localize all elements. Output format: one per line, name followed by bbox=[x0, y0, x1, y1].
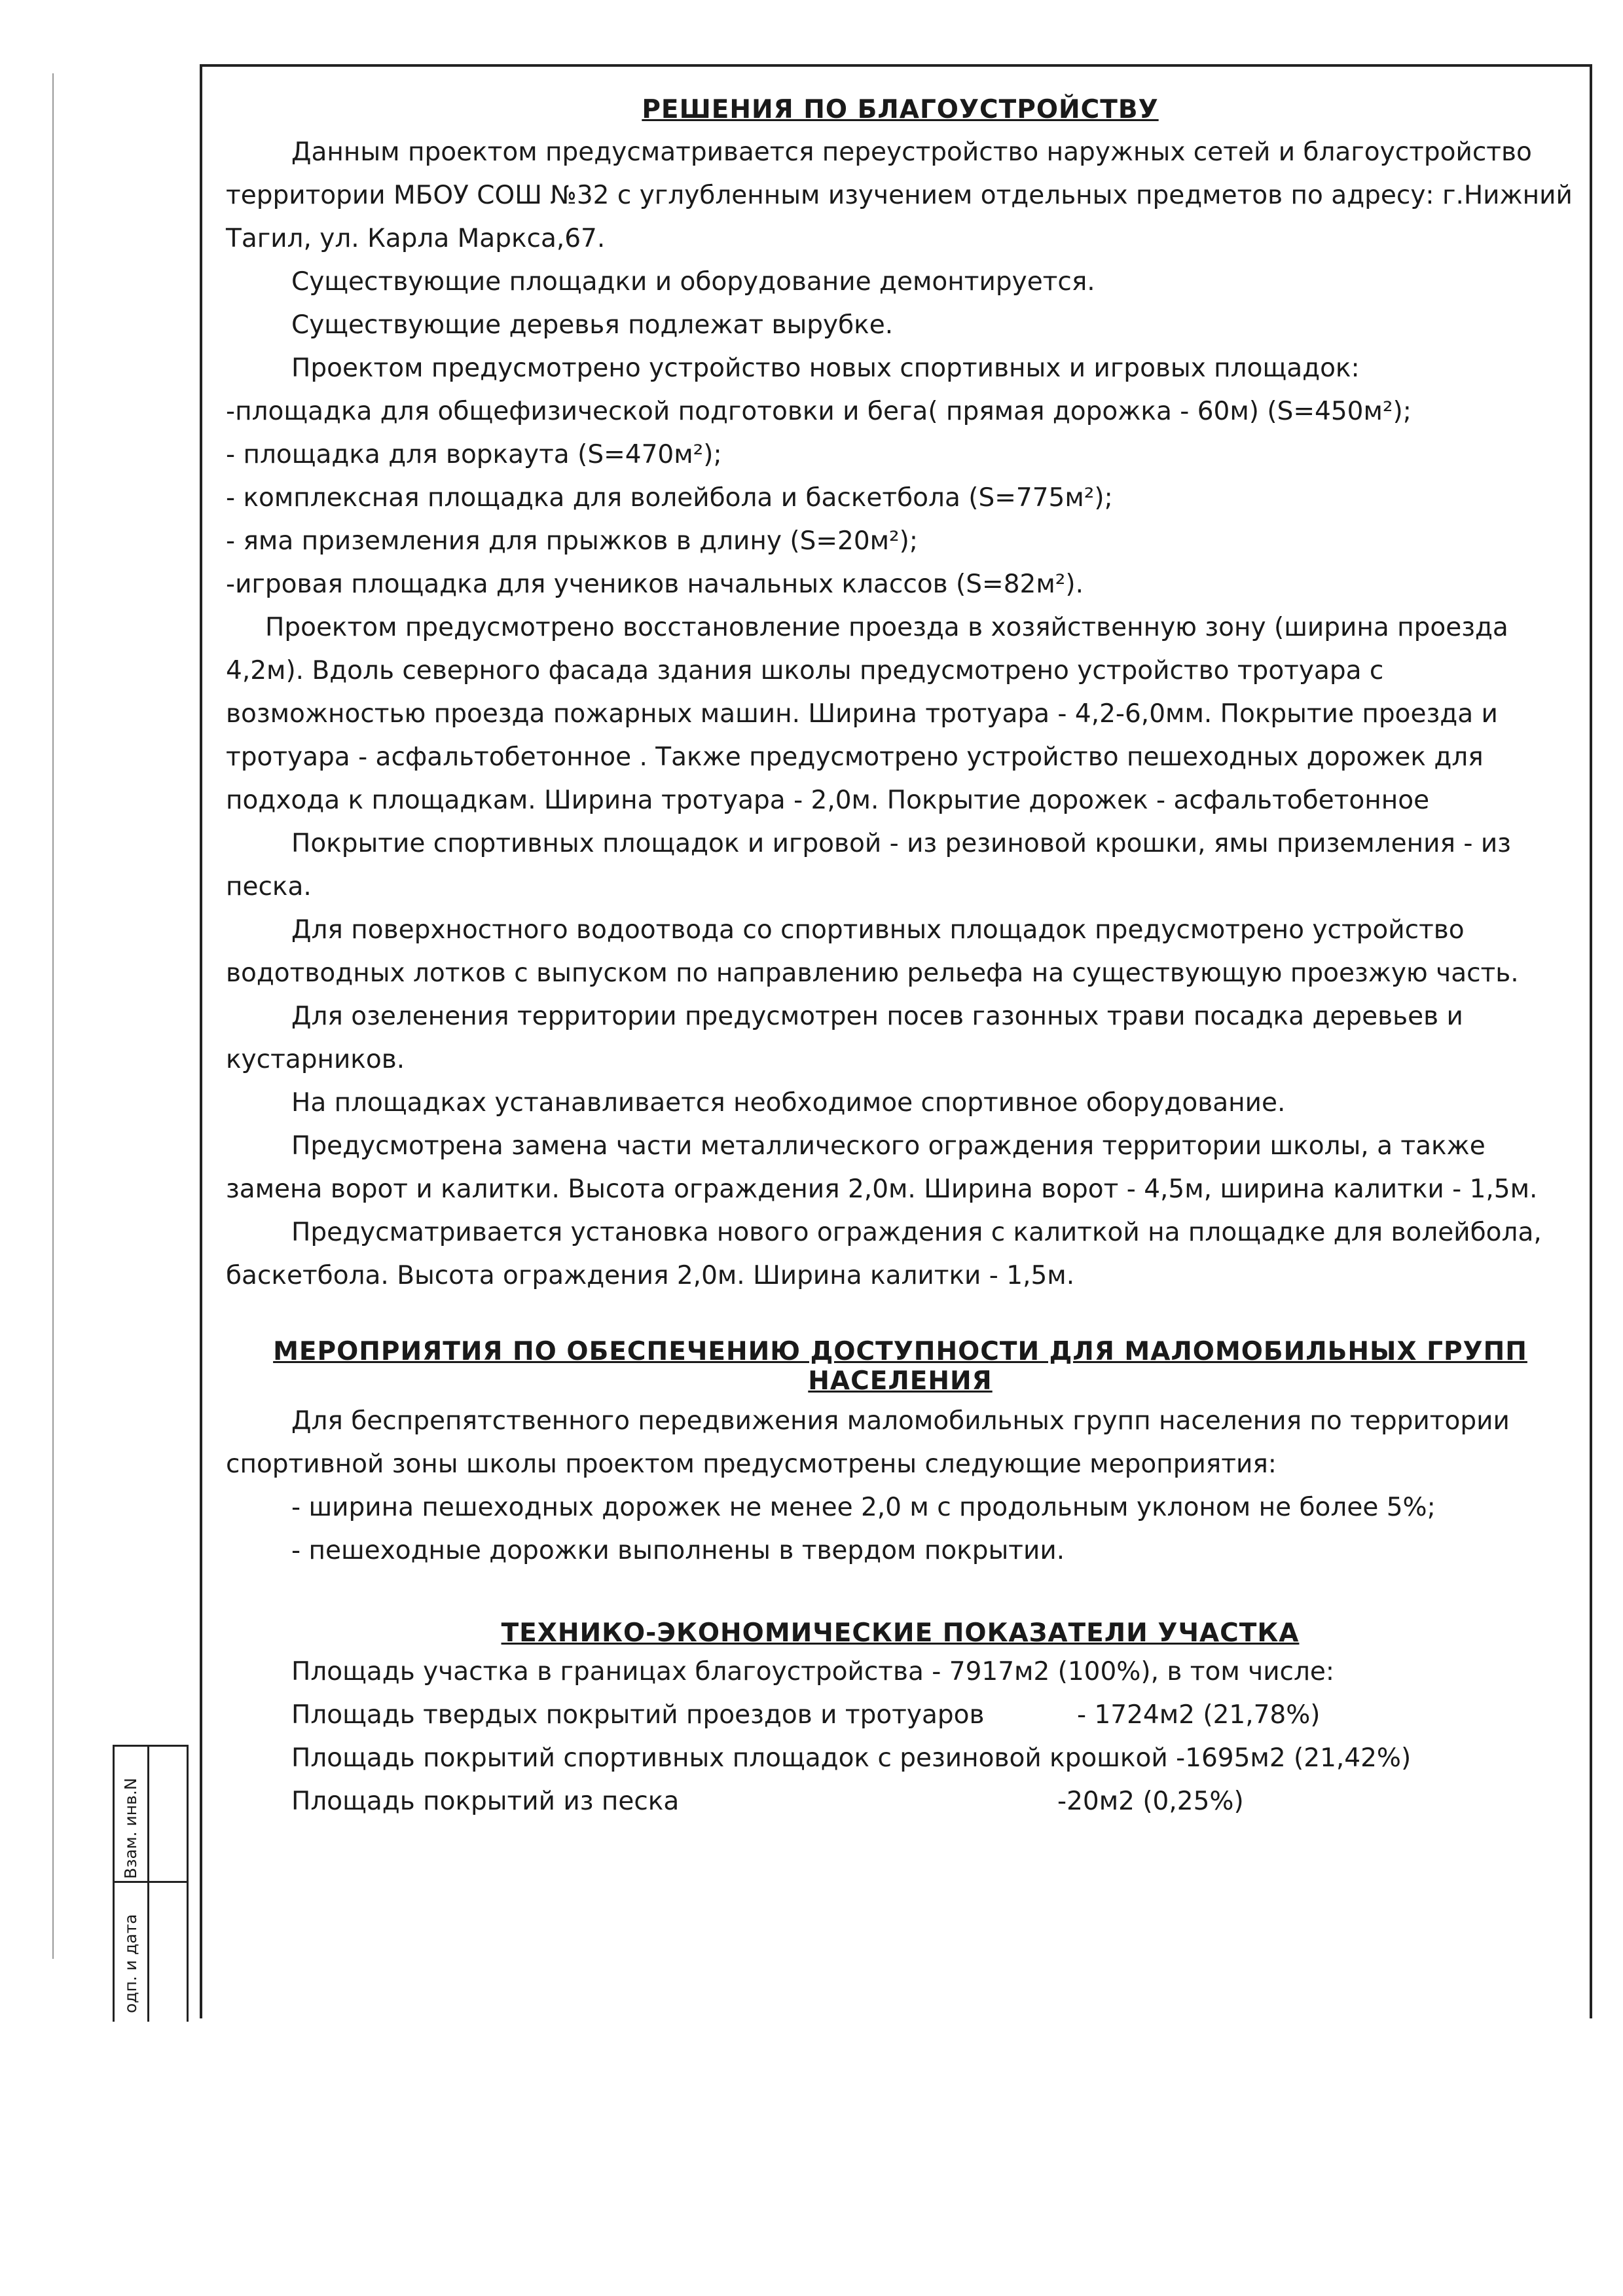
section-spacer bbox=[226, 1573, 1575, 1618]
indicator-label: Площадь покрытий спортивных площадок с резиновой крошкой -1695м2 (21,42%) bbox=[291, 1743, 1412, 1773]
paragraph: Существующие деревья подлежат вырубке. bbox=[291, 310, 894, 340]
list-item: - пешеходные дорожки выполнены в твердом покрытии. bbox=[291, 1536, 1065, 1565]
paragraph: Для поверхностного водоотвода со спортивных площадок предусмотрено устройство водотводных лотков с выпуском по направлению рельефа на существующую проезжую часть. bbox=[226, 915, 1519, 988]
paragraph: Проектом предусмотрено восстановление проезда в хозяйственную зону (ширина проезда 4,2м). Вдоль северного фасада здания школы предусмотрено устройство тротуара с возможностью проезда пожарных машин. Ширина тротуара - 4,2-6,0мм. Покрытие проезда и тротуара - асфальтобетонное . Также предусмотрено устройство пешеходных дорожек для подхода к площадкам. Ширина тротуара - 2,0м. Покрытие дорожек - асфальтобетонное bbox=[226, 613, 1508, 815]
stamp-label-inv: Взам. инв.N bbox=[121, 1777, 140, 1879]
section-title-accessibility: МЕРОПРИЯТИЯ ПО ОБЕСПЕЧЕНИЮ ДОСТУПНОСТИ ДЛЯ МАЛОМОБИЛЬНЫХ ГРУПП НАСЕЛЕНИЯ bbox=[273, 1337, 1527, 1396]
paragraph: Проектом предусмотрено устройство новых спортивных и игровых площадок: bbox=[291, 354, 1360, 383]
frame-left-border bbox=[200, 64, 202, 2018]
section-title-landscaping: РЕШЕНИЯ ПО БЛАГОУСТРОЙСТВУ bbox=[642, 95, 1159, 124]
list-item: - комплексная площадка для волейбола и баскетбола (S=775м²); bbox=[226, 483, 1113, 513]
indicator-value: - 1724м2 (21,78%) bbox=[1077, 1700, 1321, 1730]
indicator-row bbox=[226, 1737, 1575, 1780]
list-item: -игровая площадка для учеников начальных классов (S=82м²). bbox=[226, 570, 1084, 599]
section-spacer bbox=[226, 1298, 1575, 1337]
section-title-indicators: ТЕХНИКО-ЭКОНОМИЧЕСКИЕ ПОКАЗАТЕЛИ УЧАСТКА bbox=[501, 1618, 1300, 1648]
list-item: - площадка для воркаута (S=470м²); bbox=[226, 440, 722, 469]
indicator-label: Площадь твердых покрытий проездов и тротуаров bbox=[291, 1700, 985, 1730]
indicator-total: Площадь участка в границах благоустройства - 7917м2 (100%), в том числе: bbox=[291, 1657, 1335, 1686]
stamp-label-date: одп. и дата bbox=[121, 1914, 140, 2013]
list-item: -площадка для общефизической подготовки и бега( прямая дорожка - 60м) (S=450м²); bbox=[226, 397, 1412, 426]
page-edge-line bbox=[52, 73, 54, 1959]
paragraph: Покрытие спортивных площадок и игровой - из резиновой крошки, ямы приземления - из песка. bbox=[226, 829, 1511, 902]
paragraph: Для беспрепятственного передвижения маломобильных групп населения по территории спортивной зоны школы проектом предусмотрены следующие мероприятия: bbox=[226, 1406, 1510, 1479]
frame-top-border bbox=[200, 64, 1591, 67]
frame-right-border bbox=[1590, 64, 1592, 2018]
stamp-divider-vertical bbox=[147, 1747, 149, 2022]
indicator-row bbox=[226, 1780, 1575, 1823]
paragraph: Предусмотрена замена части металлического ограждения территории школы, а также замена ворот и калитки. Высота ограждения 2,0м. Ширина ворот - 4,5м, ширина калитки - 1,5м. bbox=[226, 1131, 1538, 1204]
list-item: - ширина пешеходных дорожек не менее 2,0 м с продольным уклоном не более 5%; bbox=[291, 1493, 1436, 1522]
document-body bbox=[226, 85, 1575, 1823]
paragraph: Предусматривается установка нового ограждения с калиткой на площадке для волейбола, баскетбола. Высота ограждения 2,0м. Ширина калитки - 1,5м. bbox=[226, 1218, 1542, 1290]
stamp-divider-horizontal bbox=[115, 1881, 187, 1883]
indicator-value: -20м2 (0,25%) bbox=[1057, 1787, 1244, 1816]
indicator-row bbox=[226, 1694, 1575, 1737]
list-item: - яма приземления для прыжков в длину (S=20м²); bbox=[226, 526, 919, 556]
indicator-label: Площадь покрытий из песка bbox=[291, 1787, 680, 1816]
paragraph: Существующие площадки и оборудование демонтируется. bbox=[291, 267, 1095, 297]
paragraph: Данным проектом предусматривается переустройство наружных сетей и благоустройство территории МБОУ СОШ №32 с углубленным изучением отдельных предметов по адресу: г.Нижний Тагил, ул. Карла Маркса,67. bbox=[226, 137, 1573, 253]
paragraph: На площадках устанавливается необходимое спортивное оборудование. bbox=[291, 1088, 1286, 1118]
paragraph: Для озеленения территории предусмотрен посев газонных трави посадка деревьев и кустарников. bbox=[226, 1002, 1463, 1074]
